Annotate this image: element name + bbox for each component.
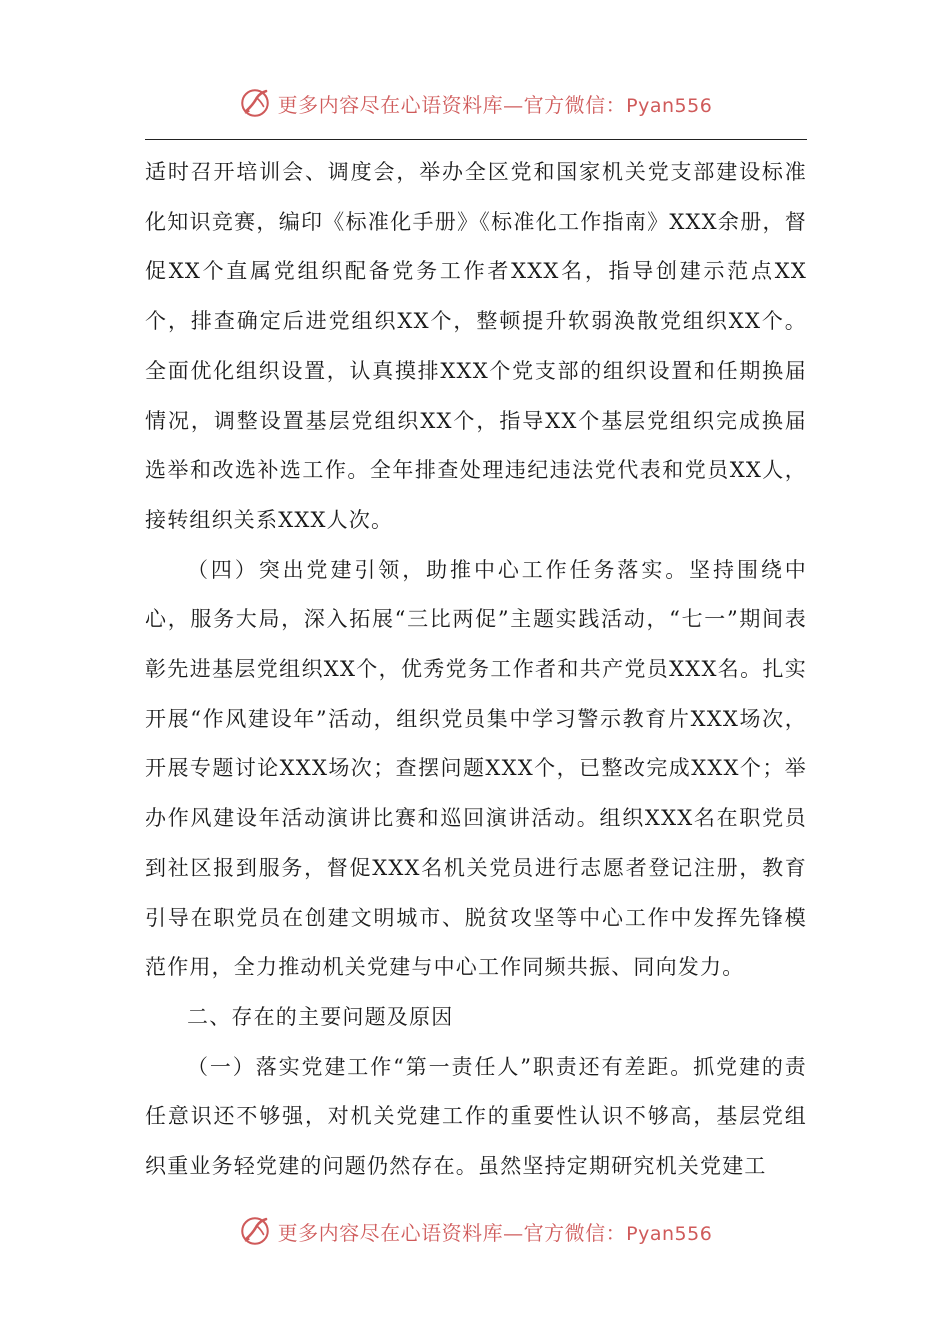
- section-heading-problems: 二、存在的主要问题及原因: [187, 1004, 454, 1029]
- header-wechat-id: Pyan556: [626, 94, 713, 117]
- footer-banner-text: [278, 1217, 713, 1246]
- pen-logo-icon: [238, 86, 272, 120]
- header-banner-text: [278, 89, 713, 118]
- footer-banner-content: [238, 1214, 713, 1248]
- header-banner-label: 更多内容尽在心语资料库—官方微信：: [277, 92, 627, 117]
- paragraph-problem-one: （一）落实党建工作“第一责任人”职责还有差距。抓党建的责任意识还不够强，对机关党建工作的重要性认识不够高，基层党组织重业务轻党建的问题仍然存在。虽然坚持定期研究机关党建工: [145, 1054, 807, 1179]
- header-banner: [0, 80, 950, 126]
- footer-wechat-id: Pyan556: [626, 1222, 713, 1245]
- document-body: [145, 148, 807, 1192]
- footer-banner: [0, 1208, 950, 1254]
- header-divider: [145, 139, 807, 140]
- paragraph-continuation: 适时召开培训会、调度会，举办全区党和国家机关党支部建设标准化知识竞赛，编印《标准化手册》《标准化工作指南》XXX余册，督促XX个直属党组织配备党务工作者XXX名，指导创建示范点XX个，排查确定后进党组织XX个，整顿提升软弱涣散党组织XX个。全面优化组织设置，认真摸排XXX个党支部的组织设置和任期换届情况，调整设置基层党组织XX个，指导XX个基层党组织完成换届选举和改选补选工作。全年排查处理违纪违法党代表和党员XX人，接转组织关系XXX人次。: [145, 160, 807, 532]
- paragraph-section-four: （四）突出党建引领，助推中心工作任务落实。坚持围绕中心，服务大局，深入拓展“三比两促”主题实践活动，“七一”期间表彰先进基层党组织XX个，优秀党务工作者和共产党员XXX名。扎实开展“作风建设年”活动，组织党员集中学习警示教育片XXX场次，开展专题讨论XXX场次；查摆问题XXX个，已整改完成XXX个；举办作风建设年活动演讲比赛和巡回演讲活动。组织XXX名在职党员到社区报到服务，督促XXX名机关党员进行志愿者登记注册，教育引导在职党员在创建文明城市、脱贫攻坚等中心工作中发挥先锋模范作用，全力推动机关党建与中心工作同频共振、同向发力。: [145, 557, 807, 980]
- footer-banner-label: 更多内容尽在心语资料库—官方微信：: [277, 1220, 627, 1245]
- pen-logo-icon: [238, 1214, 272, 1248]
- header-banner-content: [238, 86, 713, 120]
